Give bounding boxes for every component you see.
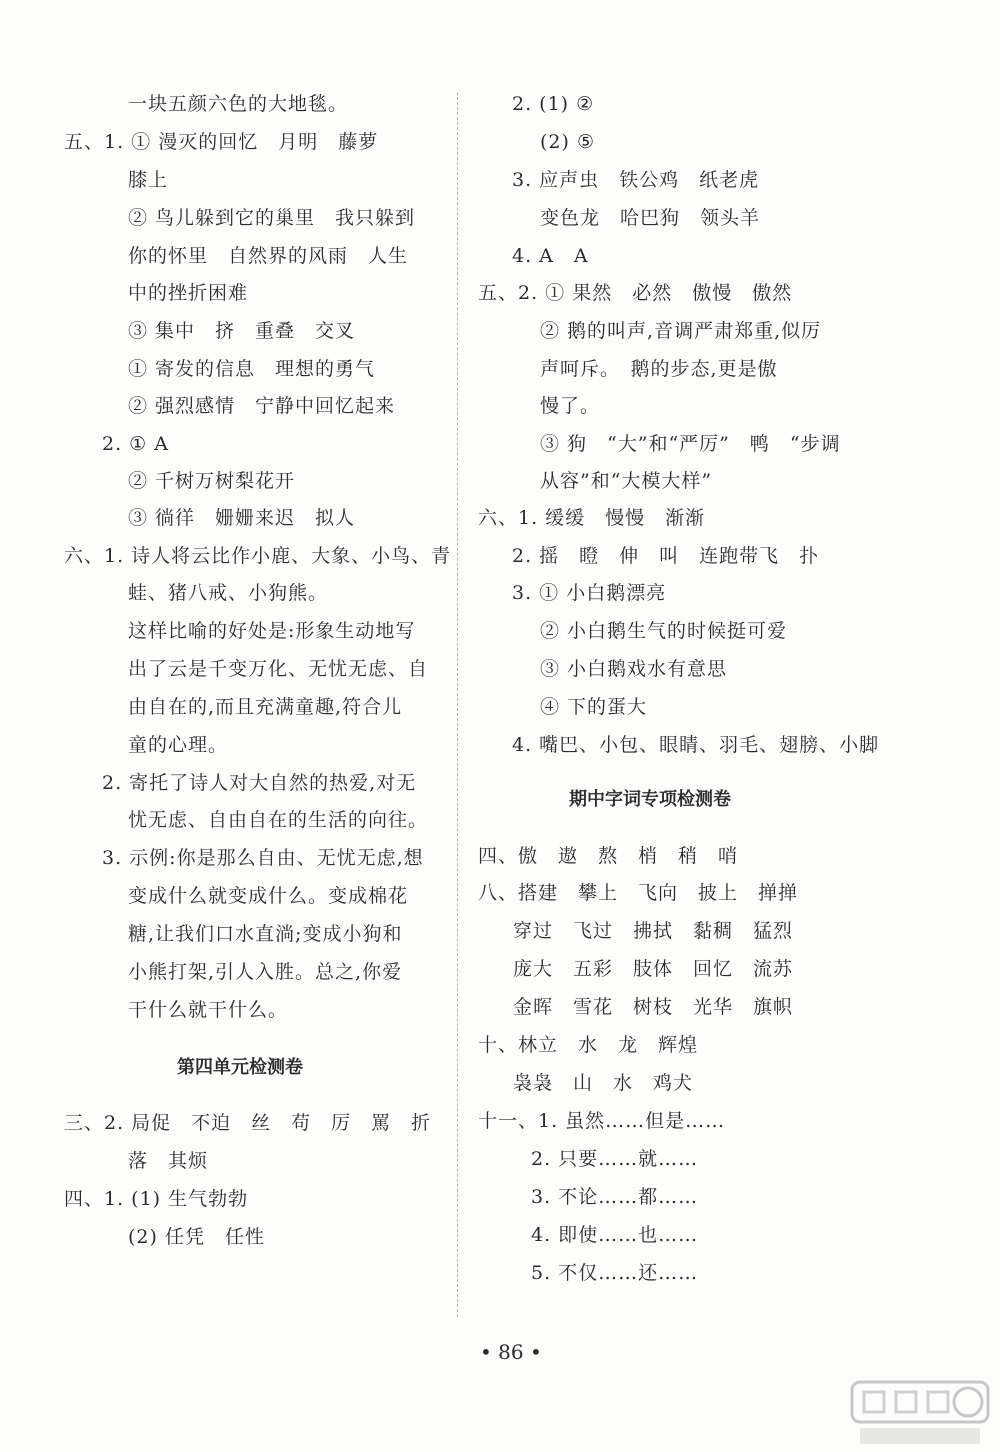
answer-line: 2. 摇 瞪 伸 叫 连跑带飞 扑 — [512, 545, 820, 567]
answer-line: ③ 徜徉 姗姗来迟 拟人 — [128, 507, 356, 529]
answer-line: ④ 下的蛋大 — [540, 696, 648, 718]
answer-line: 四、傲 遨 熬 梢 稍 哨 — [478, 845, 739, 867]
answer-line: ③ 小白鹅戏水有意思 — [540, 658, 728, 680]
answer-line: ② 鸟儿躲到它的巢里 我只躲到 — [128, 207, 416, 229]
answer-line: 4. 即使……也…… — [531, 1224, 699, 1246]
answer-line: 从容”和“大模大样” — [540, 470, 713, 492]
answer-line: 膝上 — [128, 169, 169, 191]
answer-line: 十一、1. 虽然……但是…… — [478, 1110, 726, 1132]
answer-line: 四、1. (1) 生气勃勃 — [64, 1188, 249, 1210]
answer-line: 蛙、猪八戒、小狗熊。 — [128, 582, 329, 604]
answer-line: 2. 只要……就…… — [531, 1148, 699, 1170]
column-divider — [457, 92, 458, 1317]
answer-line: 3. ① 小白鹅漂亮 — [512, 582, 667, 604]
answer-line: 一块五颜六色的大地毯。 — [128, 93, 349, 115]
answer-line: 4. 嘴巴、小包、眼睛、羽毛、翅膀、小脚 — [512, 734, 880, 756]
answer-line: 由自在的,而且充满童趣,符合儿 — [128, 696, 403, 718]
section-title: 期中字词专项检测卷 — [569, 789, 731, 810]
answer-line: 八、搭建 攀上 飞向 披上 掸掸 — [478, 882, 799, 904]
answer-line: 三、2. 局促 不迫 丝 苟 厉 罵 折 — [64, 1112, 432, 1134]
watermark-logo — [850, 1378, 990, 1448]
answer-line: 变成什么就变成什么。变成棉花 — [128, 885, 409, 907]
answer-line: 庞大 五彩 肢体 回忆 流苏 — [513, 958, 794, 980]
answer-line: 5. 不仅……还…… — [531, 1262, 699, 1284]
answer-line: 童的心理。 — [128, 734, 229, 756]
section-title: 第四单元检测卷 — [177, 1057, 303, 1078]
answer-line: 2. (1) ② — [512, 93, 595, 115]
answer-line: 慢了。 — [540, 395, 601, 417]
answer-line: (2) ⑤ — [540, 131, 595, 153]
answer-line: 这样比喻的好处是:形象生动地写 — [128, 620, 416, 642]
answer-line: ② 千树万树梨花开 — [128, 470, 296, 492]
answer-line: 穿过 飞过 拂拭 黏稠 猛烈 — [513, 920, 794, 942]
answer-line: 声呵斥。 鹅的步态,更是傲 — [540, 358, 778, 380]
answer-line: 忧无虑、自由自在的生活的向往。 — [128, 809, 429, 831]
answer-line: 袅袅 山 水 鸡犬 — [513, 1072, 694, 1094]
answer-line: ② 小白鹅生气的时候挺可爱 — [540, 620, 788, 642]
page-number: • 86 • — [480, 1340, 542, 1364]
answer-line: 你的怀里 自然界的风雨 人生 — [128, 245, 409, 267]
answer-line: 六、1. 缓缓 慢慢 渐渐 — [478, 507, 706, 529]
answer-line: 3. 应声虫 铁公鸡 纸老虎 — [512, 169, 760, 191]
answer-line: ③ 狗 “大”和“严厉” 鸭 “步调 — [540, 433, 841, 455]
answer-line: 出了云是千变万化、无忧无虑、自 — [128, 658, 429, 680]
answer-line: 金晖 雪花 树枝 光华 旗帜 — [513, 996, 794, 1018]
answer-line: 干什么就干什么。 — [128, 999, 289, 1021]
answer-line: 落 其烦 — [128, 1150, 209, 1172]
answer-line: 糖,让我们口水直淌;变成小狗和 — [128, 923, 403, 945]
answer-line: ③ 集中 挤 重叠 交叉 — [128, 320, 356, 342]
answer-line: 中的挫折困难 — [128, 282, 249, 304]
answer-line: 变色龙 哈巴狗 领头羊 — [540, 207, 761, 229]
answer-line: ② 强烈感情 宁静中回忆起来 — [128, 395, 396, 417]
answer-line: (2) 任凭 任性 — [128, 1226, 265, 1248]
answer-line: ② 鹅的叫声,音调严肃郑重,似厉 — [540, 320, 822, 342]
answer-line: 2. ① A — [102, 433, 169, 455]
answer-line: 2. 寄托了诗人对大自然的热爱,对无 — [102, 772, 417, 794]
answer-line: 五、1. ① 漫灭的回忆 月明 藤萝 — [64, 131, 379, 153]
answer-line: 4. A A — [512, 245, 589, 267]
answer-line: 五、2. ① 果然 必然 傲慢 傲然 — [478, 282, 793, 304]
answer-line: 3. 示例:你是那么自由、无忧无虑,想 — [102, 847, 424, 869]
answer-line: 3. 不论……都…… — [531, 1186, 699, 1208]
answer-line: 小熊打架,引人入胜。总之,你爱 — [128, 961, 403, 983]
answer-line: 六、1. 诗人将云比作小鹿、大象、小鸟、青 — [64, 545, 452, 567]
answer-line: 十、林立 水 龙 辉煌 — [478, 1034, 699, 1056]
answer-line: ① 寄发的信息 理想的勇气 — [128, 358, 376, 380]
